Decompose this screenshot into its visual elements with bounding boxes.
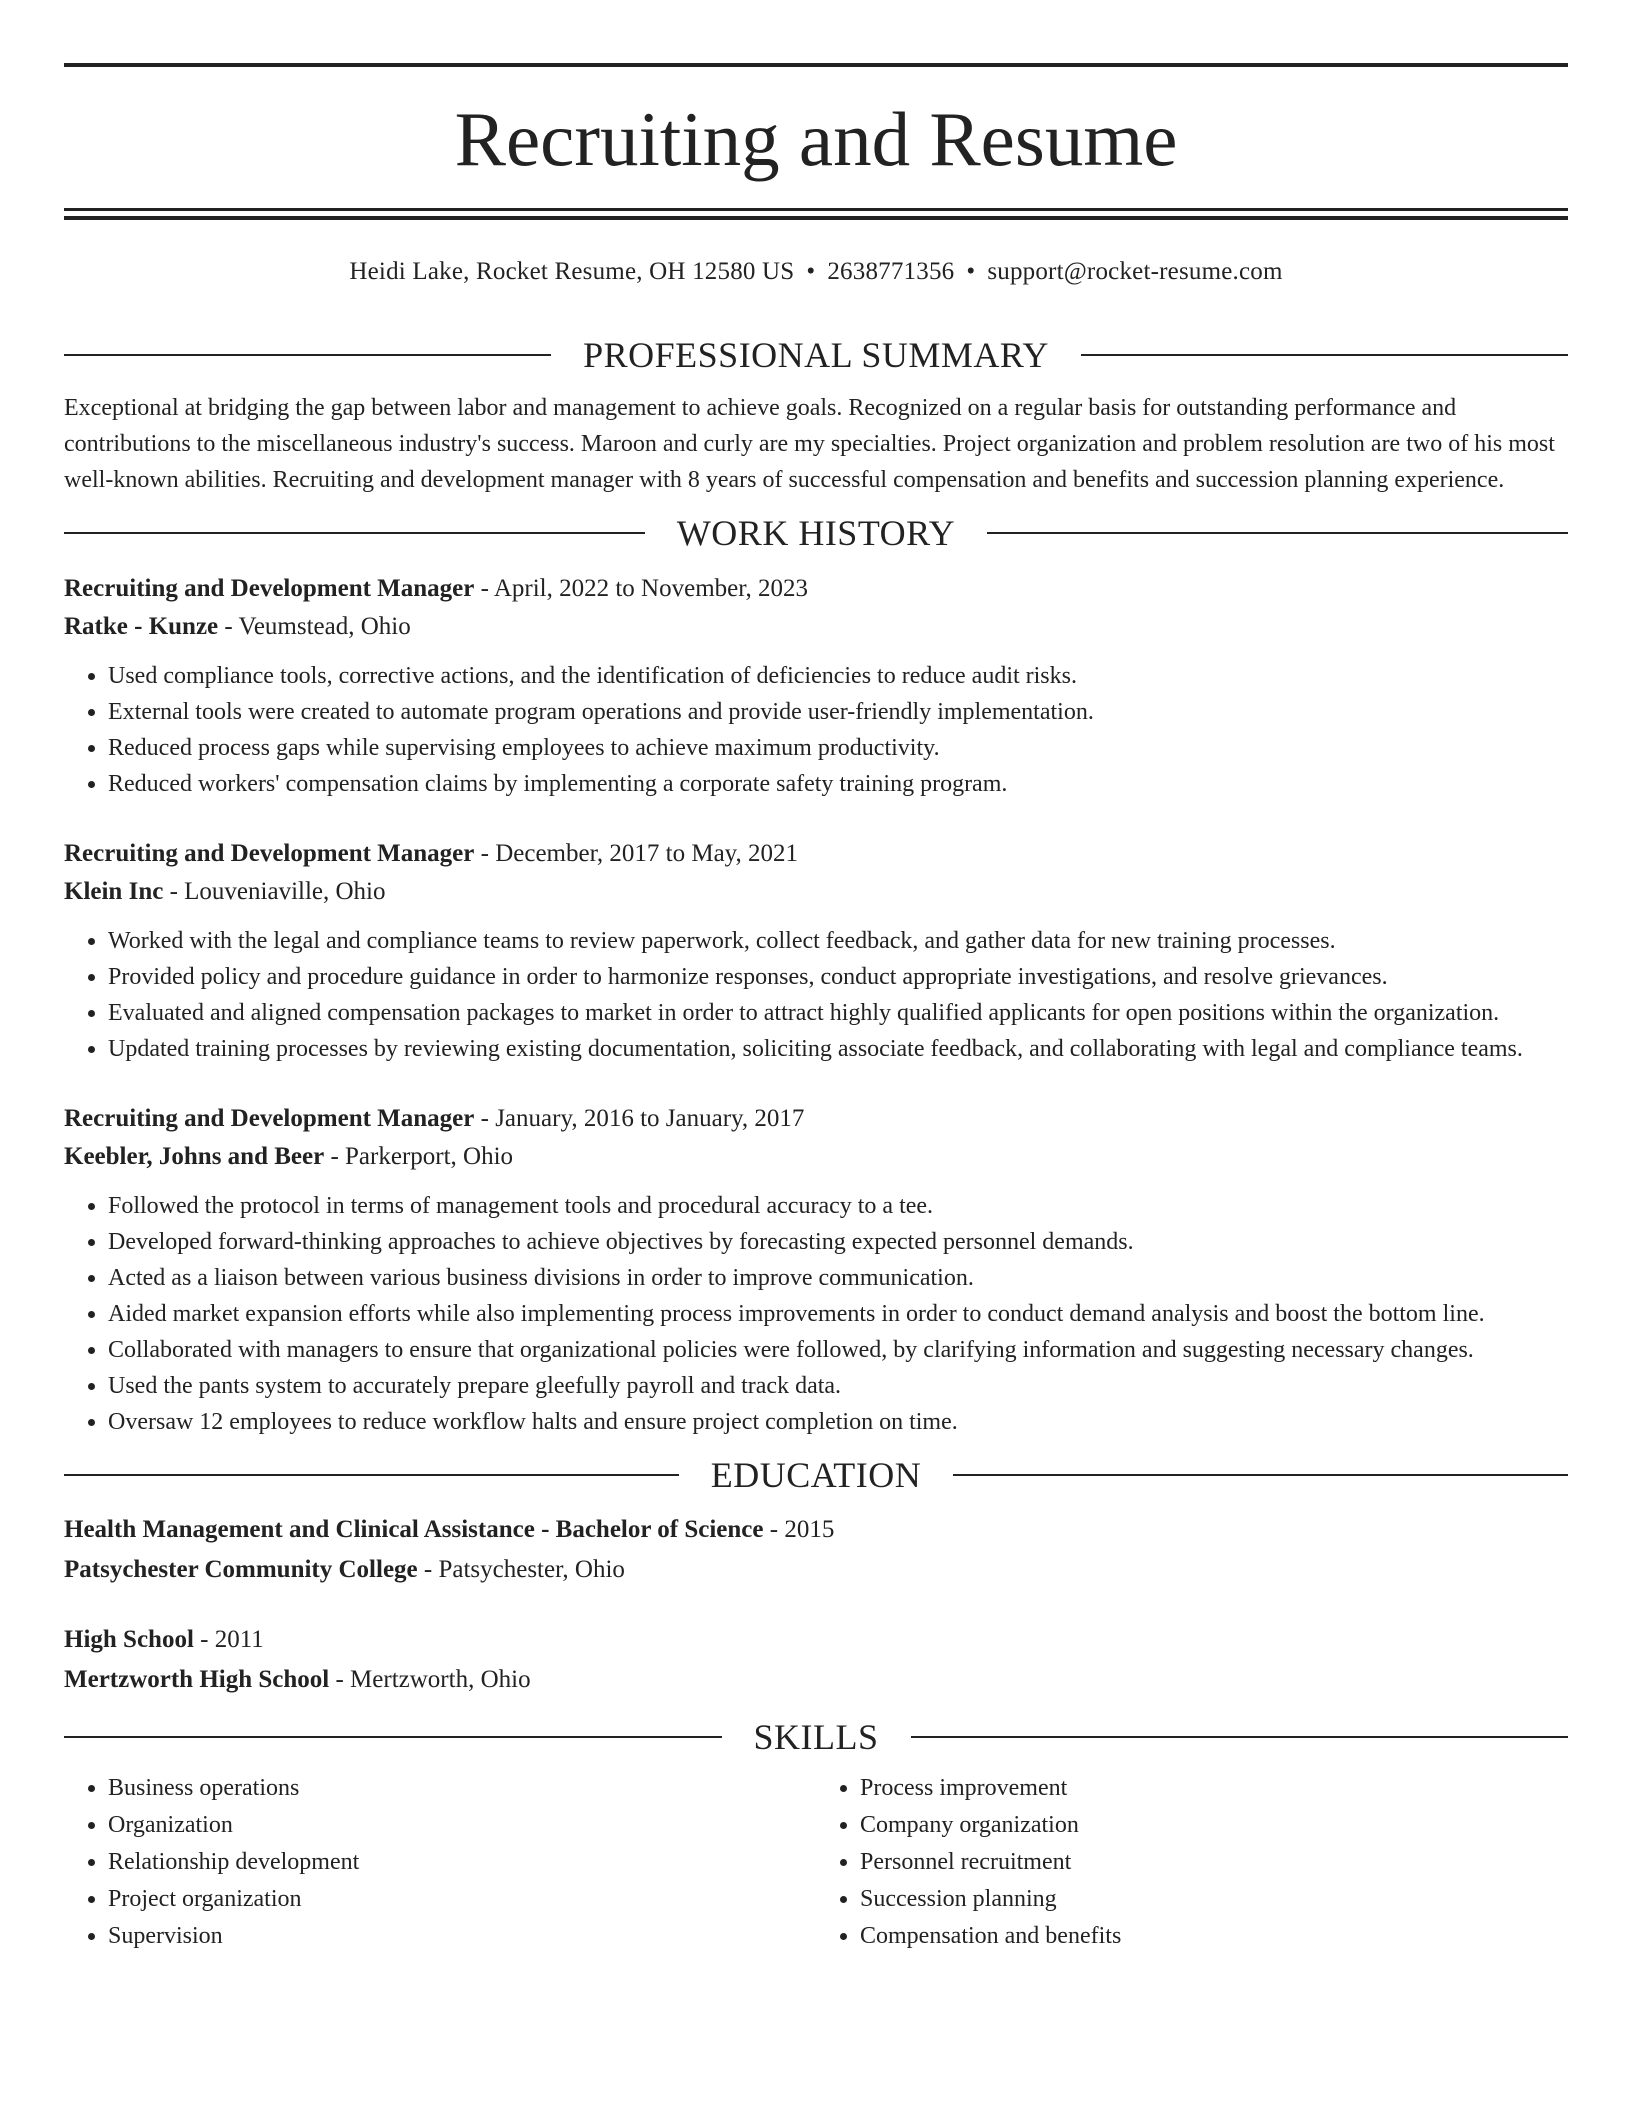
degree: Health Management and Clinical Assistance - Bachelor of Science: [64, 1516, 764, 1543]
education-entry: [64, 1510, 1568, 1590]
title-rule-lower: [64, 216, 1568, 220]
job-entry: [64, 1100, 1568, 1440]
school-location: - Patsychester, Ohio: [417, 1556, 625, 1583]
job-location: - Veumstead, Ohio: [218, 613, 411, 640]
list-item: • Business operations: [108, 1770, 816, 1807]
list-item: • Supervision: [108, 1918, 816, 1955]
divider: [64, 1474, 679, 1476]
divider: [1081, 354, 1568, 356]
degree-line: [64, 1510, 1568, 1550]
section-header-skills: [64, 1712, 1568, 1762]
job-bullets: [64, 923, 1568, 1067]
resume-content: [64, 330, 1568, 1955]
school: Patsychester Community College: [64, 1556, 418, 1583]
list-item: • Succession planning: [860, 1881, 1568, 1918]
job-location: - Parkerport, Ohio: [324, 1143, 514, 1170]
skills-column-left: [64, 1770, 816, 1955]
job-dates: - January, 2016 to January, 2017: [474, 1105, 805, 1132]
list-item: • Reduced workers' compensation claims by implementing a corporate safety training program.: [108, 766, 1568, 802]
job-company: Ratke - Kunze: [64, 613, 219, 640]
school: Mertzworth High School: [64, 1666, 330, 1693]
divider: [64, 532, 645, 534]
job-company: Klein Inc: [64, 878, 164, 905]
job-title: Recruiting and Development Manager: [64, 575, 475, 602]
job-bullets: [64, 658, 1568, 802]
list-item: • Reduced process gaps while supervising employees to achieve maximum productivity.: [108, 730, 1568, 766]
job-title-line: [64, 1100, 1568, 1138]
school-line: [64, 1660, 1568, 1700]
divider: [953, 1474, 1568, 1476]
degree: High School: [64, 1626, 194, 1653]
list-item: • Project organization: [108, 1881, 816, 1918]
list-item: • Acted as a liaison between various business divisions in order to improve communication.: [108, 1260, 1568, 1296]
list-item: • Evaluated and aligned compensation packages to market in order to attract highly qualified applicants for open positions within the organization.: [108, 995, 1568, 1031]
contact-email: support@rocket-resume.com: [987, 258, 1283, 285]
list-item: • Company organization: [860, 1807, 1568, 1844]
list-item: • Worked with the legal and compliance teams to review paperwork, collect feedback, and gather data for new training processes.: [108, 923, 1568, 959]
job-entry: [64, 835, 1568, 1067]
list-item: • Personnel recruitment: [860, 1844, 1568, 1881]
list-item: • Followed the protocol in terms of management tools and procedural accuracy to a tee.: [108, 1188, 1568, 1224]
degree-year: - 2011: [193, 1626, 264, 1653]
section-title: WORK HISTORY: [676, 513, 956, 553]
school-line: [64, 1550, 1568, 1590]
job-dates: - December, 2017 to May, 2021: [474, 840, 799, 867]
list-item: • Relationship development: [108, 1844, 816, 1881]
divider: [987, 532, 1568, 534]
job-title-line: [64, 570, 1568, 608]
job-title-line: [64, 835, 1568, 873]
section-title: SKILLS: [753, 1717, 879, 1757]
list-item: • Oversaw 12 employees to reduce workflow halts and ensure project completion on time.: [108, 1404, 1568, 1440]
job-company-line: [64, 873, 1568, 911]
section-title: PROFESSIONAL SUMMARY: [583, 335, 1049, 375]
job-company: Keebler, Johns and Beer: [64, 1143, 325, 1170]
degree-line: [64, 1620, 1568, 1660]
section-header-summary: [64, 330, 1568, 380]
list-item: • Collaborated with managers to ensure that organizational policies were followed, by clarifying information and suggesting necessary changes.: [108, 1332, 1568, 1368]
job-dates: - April, 2022 to November, 2023: [474, 575, 809, 602]
job-bullets: [64, 1188, 1568, 1440]
list-item: • Compensation and benefits: [860, 1918, 1568, 1955]
section-header-work: [64, 508, 1568, 558]
contact-separator: •: [806, 258, 816, 285]
section-title: EDUCATION: [710, 1455, 922, 1495]
job-location: - Louveniaville, Ohio: [163, 878, 386, 905]
job-title: Recruiting and Development Manager: [64, 1105, 475, 1132]
skills-column-right: [816, 1770, 1568, 1955]
list-item: • Aided market expansion efforts while also implementing process improvements in order to conduct demand analysis and boost the bottom line.: [108, 1296, 1568, 1332]
contact-phone: 2638771356: [827, 258, 955, 285]
job-company-line: [64, 1138, 1568, 1176]
summary-text: Exceptional at bridging the gap between labor and management to achieve goals. Recognized on a regular basis for outstanding performance and contributions to the miscellaneous industry's success. Maroon and curly are my specialties. Project organization and problem resolution are two of his most well-known abilities. Recruiting and development manager with 8 years of successful compensation and benefits and succession planning experience.: [64, 395, 1555, 493]
list-item: • External tools were created to automate program operations and provide user-friendly implementation.: [108, 694, 1568, 730]
job-entry: [64, 570, 1568, 802]
top-rule: [64, 63, 1568, 67]
job-title: Recruiting and Development Manager: [64, 840, 475, 867]
education-entry: [64, 1620, 1568, 1700]
list-item: • Organization: [108, 1807, 816, 1844]
list-item: • Provided policy and procedure guidance in order to harmonize responses, conduct appropriate investigations, and resolve grievances.: [108, 959, 1568, 995]
skills-list: [64, 1770, 1568, 1955]
section-header-education: [64, 1450, 1568, 1500]
school-location: - Mertzworth, Ohio: [329, 1666, 531, 1693]
list-item: • Used compliance tools, corrective actions, and the identification of deficiencies to reduce audit risks.: [108, 658, 1568, 694]
contact-line: [64, 254, 1568, 290]
divider: [911, 1736, 1569, 1738]
divider: [64, 1736, 722, 1738]
job-company-line: [64, 608, 1568, 646]
list-item: • Updated training processes by reviewing existing documentation, soliciting associate feedback, and collaborating with legal and compliance teams.: [108, 1031, 1568, 1067]
list-item: • Developed forward-thinking approaches to achieve objectives by forecasting expected personnel demands.: [108, 1224, 1568, 1260]
list-item: • Process improvement: [860, 1770, 1568, 1807]
degree-year: - 2015: [763, 1516, 835, 1543]
contact-separator: •: [966, 258, 976, 285]
page-title: Recruiting and Resume: [454, 96, 1178, 182]
title-rule-upper: [64, 208, 1568, 211]
contact-address: Heidi Lake, Rocket Resume, OH 12580 US: [349, 258, 795, 285]
list-item: • Used the pants system to accurately prepare gleefully payroll and track data.: [108, 1368, 1568, 1404]
divider: [64, 354, 551, 356]
